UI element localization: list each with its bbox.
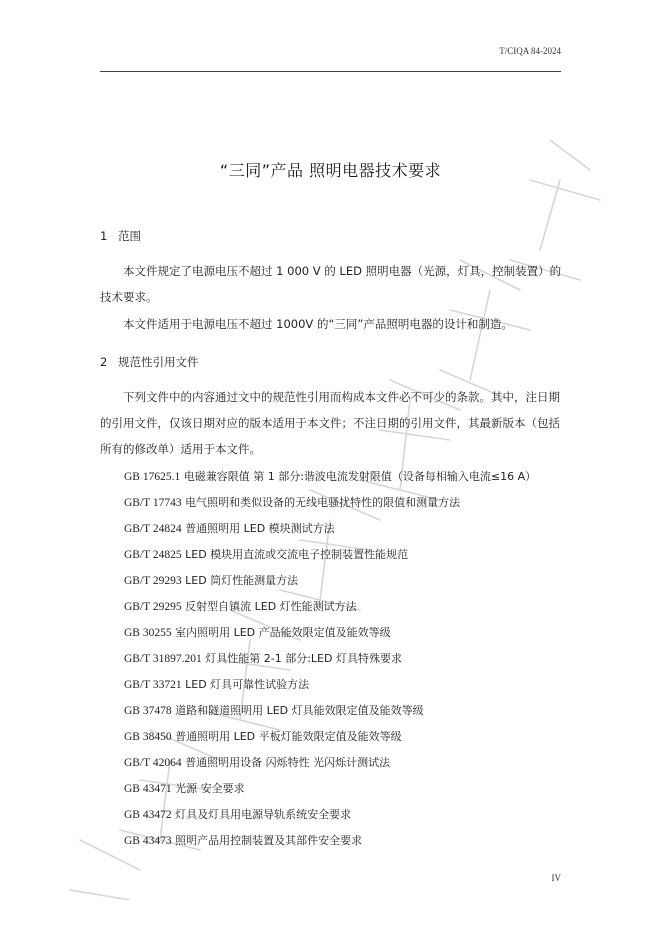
reference-title: 普通照明用设备 闪烁特性 光闪烁计测试法 (185, 756, 391, 769)
reference-title: 电气照明和类似设备的无线电骚扰特性的限值和测量方法 (185, 496, 461, 509)
reference-title: 光源 安全要求 (175, 782, 245, 795)
reference-code: GB/T 31897.201 (124, 653, 202, 665)
reference-code: GB 17625.1 (124, 471, 181, 483)
reference-code: GB 43472 (124, 809, 172, 821)
reference-code: GB/T 33721 (124, 679, 182, 691)
reference-code: GB/T 24824 (124, 523, 182, 535)
page-number: IV (551, 873, 561, 883)
reference-title: LED 模块用直流或交流电子控制装置性能规范 (185, 548, 409, 561)
reference-title: LED 筒灯性能测量方法 (185, 574, 299, 587)
paragraph-line: 技术要求。 (100, 290, 158, 304)
reference-code: GB 30255 (124, 627, 172, 639)
paragraph (100, 258, 561, 310)
reference-title: 电磁兼容限值 第 1 部分:谐波电流发射限值（设备每相输入电流≤16 A） (183, 470, 537, 483)
reference-item (124, 724, 536, 750)
reference-title: 道路和隧道照明用 LED 灯具能效限定值及能效等级 (175, 704, 424, 717)
paragraph-line: 的引用文件，仅该日期对应的版本适用于本文件；不注日期的引用文件，其最新版本（包括 (100, 416, 560, 430)
section-title: 规范性引用文件 (118, 355, 199, 369)
reference-title: LED 灯具可靠性试验方法 (185, 678, 310, 691)
reference-item (124, 490, 536, 516)
reference-item (124, 828, 536, 854)
reference-title: 普通照明用 LED 模块测试方法 (185, 522, 335, 535)
paragraph-line: 下列文件中的内容通过文中的规范性引用而构成本文件必不可少的条款。其中，注日期 (123, 390, 560, 404)
reference-item (124, 568, 536, 594)
reference-item (124, 594, 536, 620)
standard-number: T/CIQA 84-2024 (499, 46, 561, 56)
reference-item (124, 464, 536, 490)
reference-item (124, 698, 536, 724)
reference-code: GB/T 17743 (124, 497, 182, 509)
section-number: 1 (100, 229, 108, 243)
reference-item (124, 542, 536, 568)
reference-title: 照明产品用控制装置及其部件安全要求 (175, 834, 363, 847)
reference-item (124, 750, 536, 776)
reference-code: GB 38450 (124, 731, 172, 743)
paragraph-line: 本文件适用于电源电压不超过 1000V 的“三同”产品照明电器的设计和制造。 (123, 317, 513, 331)
reference-code: GB/T 29295 (124, 601, 182, 613)
section-title: 范围 (118, 229, 141, 243)
reference-code: GB 43471 (124, 783, 172, 795)
reference-code: GB 37478 (124, 705, 172, 717)
section-number: 2 (100, 355, 108, 369)
paragraph-line: 所有的修改单）适用于本文件。 (100, 442, 261, 456)
reference-title: 普通照明用 LED 平板灯能效限定值及能效等级 (175, 730, 402, 743)
paragraph-line: 本文件规定了电源电压不超过 1 000 V 的 LED 照明电器（光源，灯具，控制装置）的 (123, 264, 562, 278)
paragraph (100, 384, 561, 462)
reference-item (124, 646, 536, 672)
section-1-heading (100, 228, 141, 244)
paragraph (100, 311, 561, 337)
reference-code: GB 43473 (124, 835, 172, 847)
reference-item (124, 620, 536, 646)
document-title: “三同”产品 照明电器技术要求 (219, 161, 442, 180)
reference-title: 室内照明用 LED 产品能效限定值及能效等级 (175, 626, 391, 639)
reference-title: 灯具性能第 2-1 部分:LED 灯具特殊要求 (205, 652, 402, 665)
reference-code: GB/T 42064 (124, 757, 182, 769)
reference-item (124, 776, 536, 802)
reference-title: 反射型自镇流 LED 灯性能测试方法 (185, 600, 357, 613)
section-2-heading (100, 354, 199, 370)
reference-item (124, 672, 536, 698)
reference-code: GB/T 24825 (124, 549, 182, 561)
reference-list (124, 464, 536, 854)
reference-item (124, 516, 536, 542)
reference-title: 灯具及灯具用电源导轨系统安全要求 (175, 808, 352, 821)
reference-code: GB/T 29293 (124, 575, 182, 587)
reference-item (124, 802, 536, 828)
header-rule (100, 71, 561, 72)
